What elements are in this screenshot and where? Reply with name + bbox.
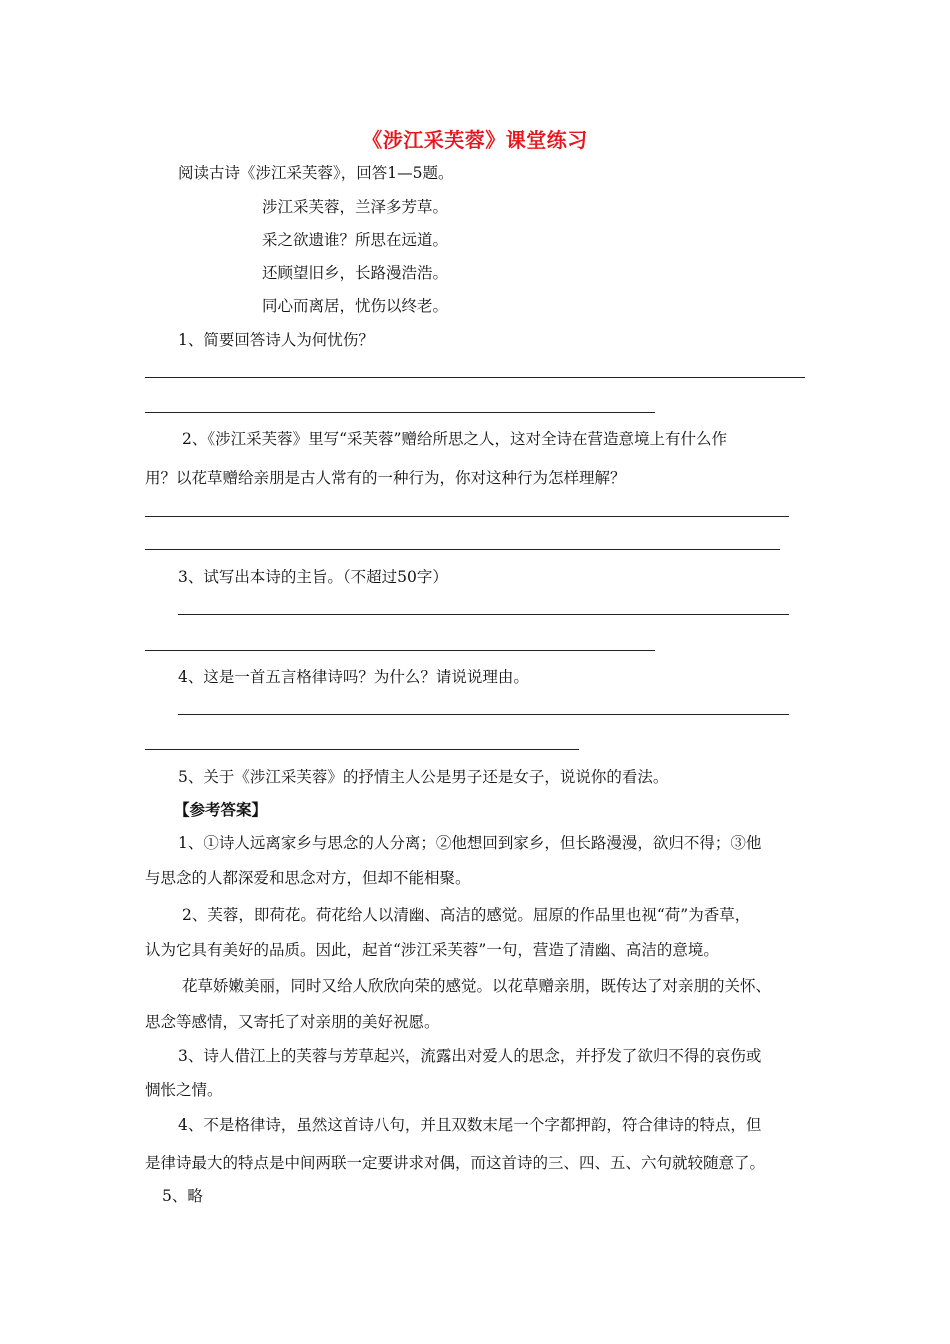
page-title: 《涉江采芙蓉》课堂练习 [362,128,588,152]
question-2-line: 2、《涉江采芙蓉》里写“采芙蓉”赠给所思之人，这对全诗在营造意境上有什么作 [182,430,727,448]
poem-line: 采之欲遗谁？所思在远道。 [262,231,449,249]
answer-line [178,614,789,615]
answer-line [178,714,789,715]
question-4: 4、这是一首五言格律诗吗？为什么？请说说理由。 [178,668,529,686]
answer-text: 4、不是格律诗，虽然这首诗八句，并且双数末尾一个字都押韵，符合律诗的特点，但 [178,1116,762,1134]
question-1: 1、简要回答诗人为何忧伤？ [178,331,374,349]
answer-text: 2、芙蓉，即荷花。荷花给人以清幽、高洁的感觉。屈原的作品里也视“荷”为香草， [182,906,751,924]
answer-text: 与思念的人都深爱和思念对方，但却不能相聚。 [145,869,471,887]
answer-line [145,412,655,413]
answer-text: 惆怅之情。 [145,1081,223,1099]
poem-line: 还顾望旧乡，长路漫浩浩。 [262,264,449,282]
poem-line: 同心而离居，忧伤以终老。 [262,297,449,315]
answer-line [145,650,655,651]
answer-text: 1、①诗人远离家乡与思念的人分离；②他想回到家乡，但长路漫漫，欲归不得；③他 [178,834,762,852]
answer-text: 花草娇嫩美丽，同时又给人欣欣向荣的感觉。以花草赠亲朋，既传达了对亲朋的关怀、 [182,977,772,995]
answer-text: 5、略 [162,1187,203,1205]
poem-line: 涉江采芙蓉，兰泽多芳草。 [262,198,449,216]
answer-text: 思念等感情，又寄托了对亲朋的美好祝愿。 [145,1013,440,1031]
answers-heading: 【参考答案】 [174,800,268,819]
answer-text: 3、诗人借江上的芙蓉与芳草起兴，流露出对爱人的思念，并抒发了欲归不得的哀伤或 [178,1047,762,1065]
question-3: 3、试写出本诗的主旨。（不超过50字） [178,568,448,586]
question-5: 5、关于《涉江采芙蓉》的抒情主人公是男子还是女子，说说你的看法。 [178,768,669,786]
intro-text: 阅读古诗《涉江采芙蓉》，回答1—5题。 [178,164,454,182]
answer-text: 是律诗最大的特点是中间两联一定要讲求对偶，而这首诗的三、四、五、六句就较随意了。 [145,1154,766,1172]
answer-line [145,549,780,550]
answer-line [145,749,579,750]
answer-line [145,377,805,378]
answer-text: 认为它具有美好的品质。因此，起首“涉江采芙蓉”一句，营造了清幽、高洁的意境。 [145,941,719,959]
question-2-line: 用？以花草赠给亲朋是古人常有的一种行为，你对这种行为怎样理解？ [145,469,626,487]
answer-line [145,516,789,517]
